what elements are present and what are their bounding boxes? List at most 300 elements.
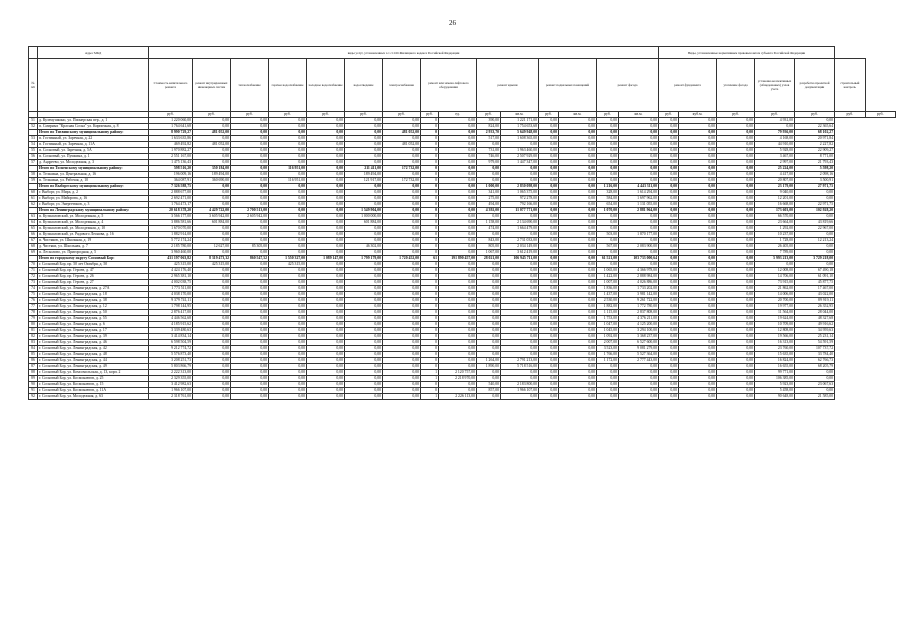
cell-no: 80 — [29, 322, 38, 328]
units-cell: руб. — [659, 112, 679, 118]
cell-value: 0,00 — [597, 130, 619, 136]
cell-value: 0,00 — [439, 286, 477, 292]
cell-value: 0,00 — [795, 196, 835, 202]
cell-value: 0,00 — [345, 382, 383, 388]
cell-value: 0,00 — [477, 346, 501, 352]
cell-value: 0,00 — [307, 340, 345, 346]
cell-value: 0,00 — [659, 172, 679, 178]
cell-value: 0,00 — [269, 160, 307, 166]
cell-value: 0,00 — [193, 340, 231, 346]
cell-value: 0,00 — [619, 370, 659, 376]
cell-value: 0,00 — [539, 388, 559, 394]
cell-value: 0,00 — [559, 352, 597, 358]
cell-value: 0,00 — [659, 352, 679, 358]
cell-value: 20 618 378,20 — [149, 208, 193, 214]
cell-value: 425 315,00 — [269, 262, 307, 268]
cell-value: 0,00 — [597, 376, 619, 382]
cell-value: 0,00 — [307, 274, 345, 280]
cell-value: 0,00 — [679, 280, 717, 286]
cell-value: 5 527 364,00 — [619, 352, 659, 358]
cell-value: 0,00 — [659, 136, 679, 142]
cell-value: 0,00 — [383, 310, 421, 316]
cell-value: 0,00 — [477, 214, 501, 220]
cell-value: 0,00 — [501, 304, 539, 310]
cell-value: 0,00 — [383, 220, 421, 226]
cell-value: 21 585,00 — [795, 394, 835, 400]
cell-value: 0,00 — [269, 226, 307, 232]
cell-value: 0,00 — [383, 376, 421, 382]
cell-value: 0,00 — [539, 238, 559, 244]
cell-value: 0,00 — [659, 226, 679, 232]
cell-value: 0 — [421, 148, 439, 154]
cell-value: 43 819,66 — [795, 220, 835, 226]
cell-value: 0,00 — [345, 130, 383, 136]
cell-value: 0,00 — [717, 310, 755, 316]
header-cell-empty — [29, 47, 38, 59]
cell-value: 0,00 — [383, 136, 421, 142]
cell-value: 601 884,00 — [193, 220, 231, 226]
cell-value: 0,00 — [439, 262, 477, 268]
cell-value: 0 — [421, 160, 439, 166]
cell-value: 0,00 — [231, 310, 269, 316]
cell-value: 0,00 — [539, 178, 559, 184]
cell-value: 0,00 — [193, 274, 231, 280]
cell-value: 0,00 — [439, 184, 477, 190]
cell-value: 116 951,00 — [269, 178, 307, 184]
cell-value: 0,00 — [679, 160, 717, 166]
cell-value: 857,00 — [477, 388, 501, 394]
cell-value: 972 278,00 — [501, 196, 539, 202]
cell-value: 0,00 — [679, 328, 717, 334]
cell-value: 0,00 — [193, 316, 231, 322]
cell-value: 0,00 — [659, 274, 679, 280]
cell-value: 9 212 774,72 — [149, 346, 193, 352]
cell-value: 792 166,00 — [501, 202, 539, 208]
cell-value: 0,00 — [383, 232, 421, 238]
cell-value: 0,00 — [307, 328, 345, 334]
cell-value: 0 — [421, 382, 439, 388]
cell-value: 0,00 — [539, 232, 559, 238]
cell-value: 196 009,16 — [149, 172, 193, 178]
cell-value: 0,00 — [539, 316, 559, 322]
cell-value: 2 034 149,00 — [501, 244, 539, 250]
cell-value: 0,00 — [307, 130, 345, 136]
cell-value: 0,00 — [477, 394, 501, 400]
cell-address: п. Лесколово, ул. Пригородная, д. 5 — [38, 250, 149, 256]
cell-value: 0,00 — [193, 280, 231, 286]
cell-value: 0,00 — [477, 166, 501, 172]
cell-value: 0,00 — [659, 358, 679, 364]
cell-value: 0 — [421, 328, 439, 334]
cell-value: 0,00 — [231, 304, 269, 310]
cell-value: 0,00 — [539, 382, 559, 388]
cell-value: 1 131 055,00 — [619, 202, 659, 208]
header-col-design: разработка проектной документации — [795, 59, 835, 112]
cell-value: 503,00 — [597, 232, 619, 238]
cell-value: 23 760,00 — [755, 346, 795, 352]
cell-value: 0,00 — [539, 184, 559, 190]
cell-value: 0,00 — [345, 388, 383, 394]
cell-value: 0,00 — [717, 154, 755, 160]
cell-value: 44 910,00 — [755, 142, 795, 148]
cell-value: 73 915,00 — [755, 280, 795, 286]
cell-value: 0,00 — [795, 250, 835, 256]
units-cell: кв.м. — [501, 112, 539, 118]
cell-value: 0,00 — [193, 370, 231, 376]
cell-value: 67 490,18 — [795, 268, 835, 274]
cell-address: п. Кузьмоловский, ул. Рядового Леонова, д. 16 — [38, 232, 149, 238]
cell-value: 0,00 — [619, 142, 659, 148]
cell-value: 0,00 — [231, 232, 269, 238]
cell-value: 0,00 — [501, 328, 539, 334]
cell-value: 5 803 866,79 — [149, 364, 193, 370]
cell-value: 0,00 — [345, 340, 383, 346]
cell-value: 189 494,00 — [193, 172, 231, 178]
cell-value: 2 007,00 — [597, 340, 619, 346]
cell-value: 2 222 313,00 — [149, 370, 193, 376]
cell-value: 0,00 — [383, 346, 421, 352]
cell-value: 1 882 914,00 — [149, 232, 193, 238]
cell-value: 0,00 — [383, 286, 421, 292]
cell-value: 0,00 — [559, 226, 597, 232]
cell-value: 0,00 — [231, 160, 269, 166]
cell-value: 2 098,16 — [795, 172, 835, 178]
cell-value: 0,00 — [539, 268, 559, 274]
cell-value: 0,00 — [717, 256, 755, 262]
cell-value: 0,00 — [501, 214, 539, 220]
cell-value: 2 134 690,00 — [501, 220, 539, 226]
cell-value: 1 766,00 — [597, 352, 619, 358]
cell-value: 0,00 — [439, 340, 477, 346]
cell-value: 0 — [421, 316, 439, 322]
cell-value: 0,00 — [679, 148, 717, 154]
cell-value: 1 963 460,00 — [501, 148, 539, 154]
cell-value: 1 045,00 — [597, 328, 619, 334]
cell-value: 68 102,27 — [795, 130, 835, 136]
cell-value: 0 — [421, 142, 439, 148]
cell-value: 0,00 — [539, 358, 559, 364]
cell-value: 0,00 — [439, 358, 477, 364]
cell-value: 0,00 — [717, 232, 755, 238]
cell-value: 0,00 — [539, 220, 559, 226]
cell-no: 84 — [29, 346, 38, 352]
cell-value: 0,00 — [193, 292, 231, 298]
cell-value: 0,00 — [269, 328, 307, 334]
cell-value: 0,00 — [231, 322, 269, 328]
cell-value: 0,00 — [383, 184, 421, 190]
cell-value: 4 392,00 — [477, 208, 501, 214]
cell-value: 27 971,75 — [795, 184, 835, 190]
cell-address: г. Сосновый Бор, ул. Ленинградская, д. 27А — [38, 286, 149, 292]
cell-value: 0,00 — [659, 310, 679, 316]
units-cell: руб. — [755, 112, 795, 118]
cell-value: 1 798 144,95 — [149, 304, 193, 310]
cell-value: 0,00 — [307, 178, 345, 184]
cell-value: 1 292,00 — [755, 226, 795, 232]
cell-value: 0,00 — [231, 220, 269, 226]
cell-value: 1 764 473,17 — [149, 202, 193, 208]
cell-value: 0,00 — [501, 370, 539, 376]
cell-value: 0,00 — [269, 268, 307, 274]
header-col-drainage: водоотведение — [345, 59, 383, 112]
cell-value: 1 000,00 — [477, 184, 501, 190]
cell-value: 0,00 — [679, 268, 717, 274]
cell-address: п. Гостинный, ул. Заречная, д. 11А — [38, 142, 149, 148]
cell-value: 2 318 761,00 — [149, 394, 193, 400]
cell-value: 0,00 — [269, 154, 307, 160]
cell-value: 46 302,00 — [345, 244, 383, 250]
cell-value: 0,00 — [439, 364, 477, 370]
cell-address: г. Сосновый Бор, ул. Ленинградская, д. 17 — [38, 328, 149, 334]
cell-value: 0,00 — [539, 226, 559, 232]
cell-value: 0,00 — [717, 268, 755, 274]
page-number: 26 — [449, 19, 456, 27]
cell-value: 0,00 — [597, 238, 619, 244]
cell-value: 0,00 — [193, 310, 231, 316]
cell-value: 0,00 — [755, 124, 795, 130]
cell-value: 8 990 729,27 — [149, 130, 193, 136]
cell-value: 0,00 — [345, 346, 383, 352]
cell-value: 0,00 — [559, 214, 597, 220]
cell-value: 1 089 147,00 — [307, 256, 345, 262]
cell-address: г. Выборг, ул. Мира, д. 2 — [38, 190, 149, 196]
cell-value: 0,00 — [193, 304, 231, 310]
cell-value: 0 — [421, 226, 439, 232]
header-col-control: строительный контроль — [835, 59, 865, 112]
cell-value: 0,00 — [193, 364, 231, 370]
cell-value: 0,00 — [501, 316, 539, 322]
cell-value: 2 183 800,00 — [501, 382, 539, 388]
cell-value: 0,00 — [539, 148, 559, 154]
cell-value: 0 — [421, 346, 439, 352]
cell-value: 0,00 — [539, 256, 559, 262]
cell-value: 22 909,27 — [795, 148, 835, 154]
cell-address: г. Сосновый Бор, ул. Ленинградская, д. 6 — [38, 322, 149, 328]
cell-value: 0,00 — [345, 358, 383, 364]
cell-value: 0,00 — [269, 322, 307, 328]
cell-value: 0,00 — [193, 394, 231, 400]
cell-value: 0,00 — [439, 298, 477, 304]
cell-value: 1 221 171,00 — [501, 118, 539, 124]
cell-value: 0,00 — [231, 394, 269, 400]
cell-value: 0,00 — [659, 346, 679, 352]
cell-value: 0,00 — [307, 304, 345, 310]
cell-value: 0,00 — [383, 190, 421, 196]
header-col-no: № п/п — [29, 59, 38, 112]
cell-value: 0,00 — [717, 352, 755, 358]
cell-address: г. Сосновый Бор, пр. Героев, д. 47 — [38, 268, 149, 274]
cell-value: 0,00 — [619, 148, 659, 154]
cell-value: 0,00 — [345, 148, 383, 154]
cell-value: 0,00 — [383, 274, 421, 280]
cell-value: 23 179,00 — [755, 184, 795, 190]
cell-value: 731,00 — [477, 148, 501, 154]
cell-value: 0,00 — [269, 382, 307, 388]
cell-value: 0,00 — [679, 166, 717, 172]
units-cell: ед. — [439, 112, 477, 118]
cell-address: Итого по городскому округу Сосновый Бор: — [38, 256, 149, 262]
cell-value: 0,00 — [659, 292, 679, 298]
cell-value: 5 649 948,00 — [501, 130, 539, 136]
cell-no: 66 — [29, 232, 38, 238]
cell-value: 1 836,00 — [597, 286, 619, 292]
header-col-foundation: ремонт фундамента — [659, 59, 717, 112]
cell-no: 91 — [29, 388, 38, 394]
cell-value: 2 692 471,00 — [149, 196, 193, 202]
cell-value: 0,00 — [439, 130, 477, 136]
cell-value: 0,00 — [307, 244, 345, 250]
cell-value: 0,00 — [439, 316, 477, 322]
cell-value: 0,00 — [383, 148, 421, 154]
cell-value: 0,00 — [679, 244, 717, 250]
cell-value: 16 668,00 — [755, 202, 795, 208]
cell-value: 0,00 — [659, 304, 679, 310]
cell-value: 0,00 — [501, 322, 539, 328]
cell-value: 360 690,00 — [193, 178, 231, 184]
cell-address: г. Сосновый Бор, ул. Комсомольская, д. 13, корп. 2 — [38, 370, 149, 376]
cell-value: 0,00 — [439, 124, 477, 130]
cell-value: 49 916,62 — [795, 322, 835, 328]
cell-value: 2 888 677,00 — [149, 190, 193, 196]
cell-value: 66 570,00 — [755, 214, 795, 220]
cell-value: 0 — [421, 364, 439, 370]
cell-value: 0,00 — [659, 160, 679, 166]
cell-no: 83 — [29, 340, 38, 346]
cell-value: 2 218 970,00 — [439, 376, 477, 382]
cell-value: 0,00 — [717, 226, 755, 232]
cell-value: 0,00 — [539, 130, 559, 136]
cell-value: 1 070,00 — [597, 208, 619, 214]
cell-value: 1 772 780,00 — [619, 304, 659, 310]
header-col-heat: теплоснабжение — [231, 59, 269, 112]
cell-value: 20 971,84 — [795, 136, 835, 142]
cell-value: 4 376 211,00 — [619, 316, 659, 322]
cell-value: 0,00 — [477, 172, 501, 178]
cell-value: 0,00 — [679, 178, 717, 184]
cell-value: 0,00 — [659, 166, 679, 172]
cell-value: 5 928,00 — [755, 148, 795, 154]
cell-value: 0,00 — [439, 268, 477, 274]
table-row — [29, 394, 896, 400]
cell-value: 341,00 — [477, 190, 501, 196]
cell-value: 2 507 929,00 — [501, 154, 539, 160]
cell-value: 20 807,00 — [755, 178, 795, 184]
cell-value: 5 458,00 — [755, 388, 795, 394]
cell-value: 0,00 — [539, 304, 559, 310]
cell-value: 0 — [421, 286, 439, 292]
cell-value: 2 777 443,00 — [619, 358, 659, 364]
cell-value: 0 — [421, 130, 439, 136]
cell-value: 0,00 — [597, 364, 619, 370]
cell-address: г. Выборг, ул. Майорова, д. 16 — [38, 196, 149, 202]
cell-value: 4 429 722,00 — [193, 208, 231, 214]
cell-no: 65 — [29, 226, 38, 232]
cell-value: 0,00 — [659, 148, 679, 154]
cell-value: 0,00 — [659, 184, 679, 190]
cell-value: 9 081 279,00 — [619, 346, 659, 352]
cell-value: 0,00 — [231, 196, 269, 202]
cell-value: 0,00 — [307, 214, 345, 220]
cell-value: 0,00 — [659, 364, 679, 370]
cell-value: 0,00 — [345, 376, 383, 382]
cell-value: 0,00 — [679, 124, 717, 130]
cell-value: 0,00 — [679, 214, 717, 220]
cell-no: 51 — [29, 118, 38, 124]
cell-value: 4 038 170,00 — [149, 292, 193, 298]
cell-value: 1 — [421, 394, 439, 400]
cell-value: 0,00 — [619, 160, 659, 166]
cell-value: 0,00 — [501, 298, 539, 304]
cell-address: Итого по Тихвинскому муниципальному району: — [38, 130, 149, 136]
cell-value: 0,00 — [345, 280, 383, 286]
cell-value: 0,00 — [619, 226, 659, 232]
units-cell: руб. — [193, 112, 231, 118]
cell-value: 0,00 — [717, 328, 755, 334]
cell-no: 76 — [29, 298, 38, 304]
cell-value: 0,00 — [597, 172, 619, 178]
cell-value: 0,00 — [679, 334, 717, 340]
cell-value: 0,00 — [345, 238, 383, 244]
cell-value: 23 067,63 — [795, 382, 835, 388]
cell-value: 0,00 — [559, 364, 597, 370]
cell-value: 0,00 — [231, 166, 269, 172]
cell-address: г. Сосновый Бор, ул. Молодежная, д. 63 — [38, 394, 149, 400]
cell-value: 5 772 174,24 — [149, 238, 193, 244]
cell-value: 0,00 — [717, 280, 755, 286]
cell-value: 0,00 — [539, 190, 559, 196]
cell-value: 3 981 142,00 — [619, 292, 659, 298]
cell-value: 89 919,11 — [795, 298, 835, 304]
cell-value: 0,00 — [345, 304, 383, 310]
cell-value: 0,00 — [307, 166, 345, 172]
units-cell: руб. — [383, 112, 421, 118]
header-col-meters: установка коллективных (общедомовых) узлов учета — [755, 59, 795, 112]
cell-value: 0,00 — [717, 274, 755, 280]
cell-value: 0,00 — [307, 388, 345, 394]
cell-value: 0,00 — [679, 370, 717, 376]
cell-value: 0,00 — [619, 166, 659, 172]
cell-no: 74 — [29, 286, 38, 292]
cell-value: 0,00 — [383, 334, 421, 340]
cell-value: 0 — [421, 244, 439, 250]
cell-value: 0,00 — [307, 346, 345, 352]
cell-value: 0,00 — [269, 370, 307, 376]
cell-value: 0,00 — [559, 142, 597, 148]
cell-value: 0,00 — [307, 160, 345, 166]
cell-value: 2 933,70 — [477, 130, 501, 136]
cell-value: 0 — [421, 280, 439, 286]
cell-value: 0,00 — [619, 376, 659, 382]
units-cell: руб. — [345, 112, 383, 118]
cell-value: 0,00 — [659, 154, 679, 160]
cell-value: 21 862,00 — [755, 286, 795, 292]
cell-value: 0,00 — [345, 298, 383, 304]
cell-value: 0,00 — [307, 382, 345, 388]
cell-value: 0,00 — [559, 280, 597, 286]
cell-no: 59 — [29, 178, 38, 184]
cell-value: 0,00 — [501, 352, 539, 358]
cell-value: 0,00 — [231, 388, 269, 394]
cell-value: 8 771,00 — [795, 154, 835, 160]
header-row-groups — [29, 47, 896, 59]
cell-value: 2 997,00 — [755, 160, 795, 166]
cell-value: 1 733 202,00 — [619, 286, 659, 292]
cell-address: п. Чистяков, ул. Школьная, д. 19 — [38, 238, 149, 244]
cell-value: 0,00 — [193, 118, 231, 124]
cell-value: 22 967,00 — [795, 226, 835, 232]
cell-value: 0,00 — [193, 322, 231, 328]
cell-value: 0,00 — [269, 244, 307, 250]
